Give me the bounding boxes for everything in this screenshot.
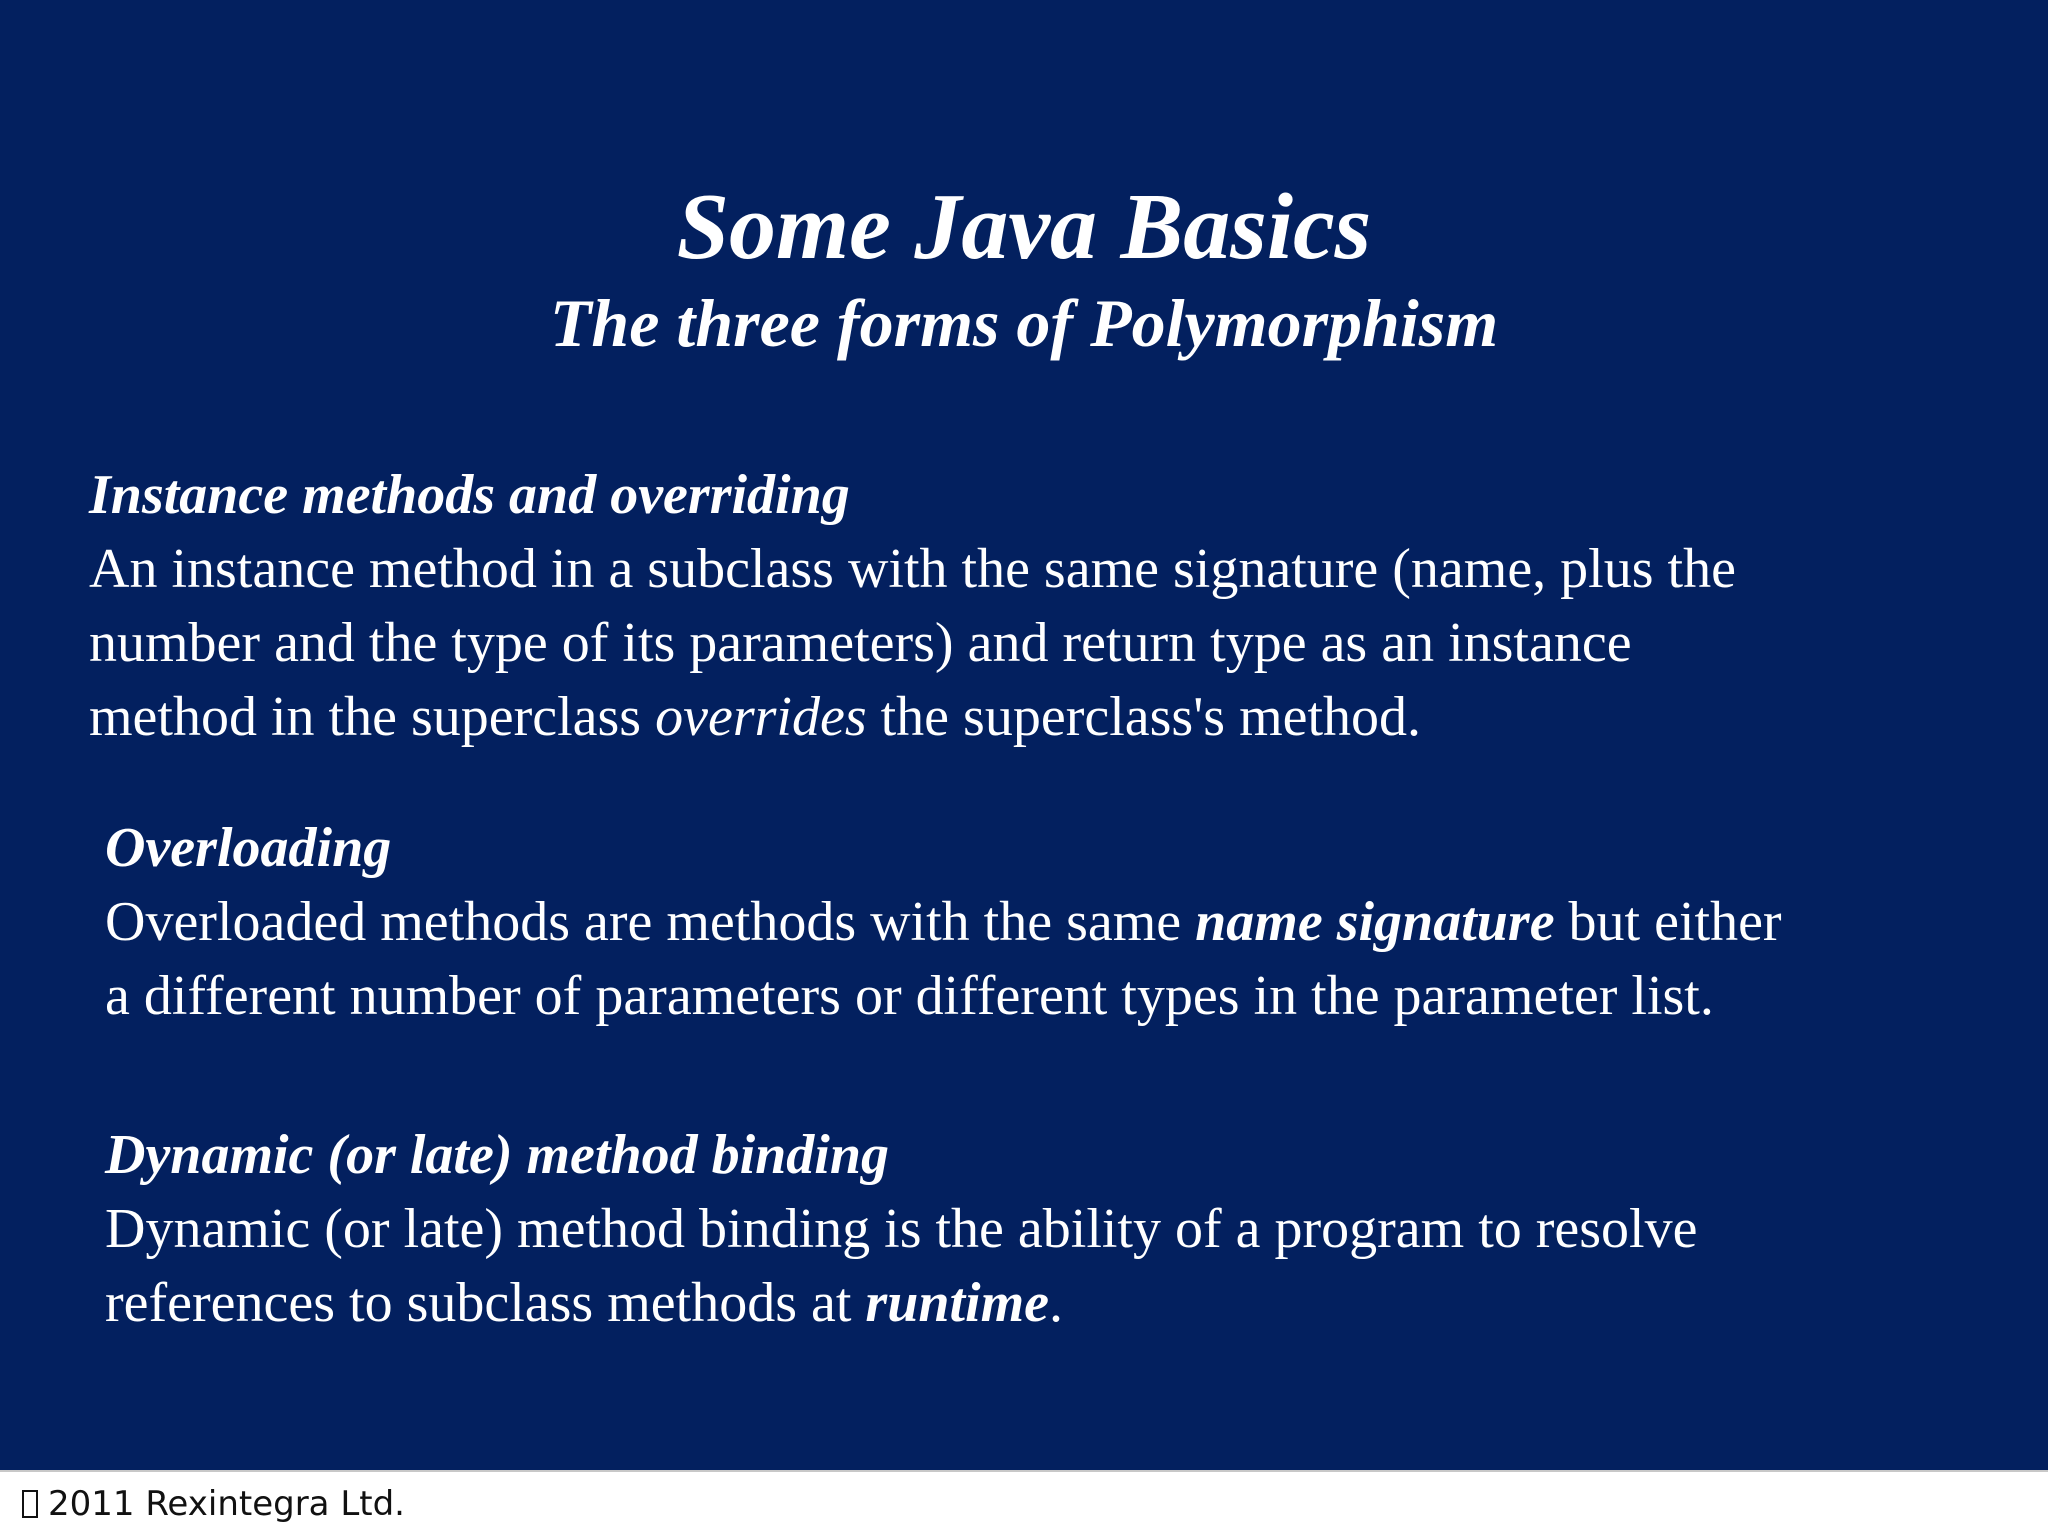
slide-subtitle: The three forms of Polymorphism [549, 285, 1499, 361]
body-text: the superclass's method. [866, 686, 1422, 748]
body-text: An instance method in a subclass with the same signature (name, plus the [89, 538, 1736, 600]
body-text: but either [1554, 891, 1782, 953]
emphasis-overrides: overrides [655, 686, 867, 748]
section-heading: Instance methods and overriding [89, 464, 850, 526]
emphasis-runtime: runtime [865, 1272, 1050, 1334]
body-text: Dynamic (or late) method binding is the ability of a program to resolve [105, 1198, 1698, 1260]
section-overloading [105, 811, 1782, 1033]
body-line [105, 885, 1782, 959]
copyright-notice [22, 1482, 405, 1526]
body-text: method in the superclass [89, 686, 656, 748]
section-overriding [89, 458, 1736, 754]
body-line [89, 680, 1736, 754]
section-dynamic-binding [105, 1118, 1697, 1340]
copyright-text: 2011 Rexintegra Ltd. [48, 1484, 405, 1524]
body-line [105, 1192, 1697, 1266]
slide-title: Some Java Basics [676, 175, 1372, 279]
body-line [105, 959, 1782, 1033]
section-heading: Dynamic (or late) method binding [105, 1124, 889, 1186]
body-text: references to subclass methods at [105, 1272, 866, 1334]
body-line [89, 532, 1736, 606]
footer-bar [0, 1470, 2048, 1536]
body-text: number and the type of its parameters) and return type as an instance [89, 612, 1632, 674]
body-text: a different number of parameters or different types in the parameter list. [105, 965, 1714, 1027]
section-heading: Overloading [105, 817, 392, 879]
body-text: Overloaded methods are methods with the same [105, 891, 1196, 953]
body-line [89, 606, 1736, 680]
missing-glyph-box-icon [22, 1490, 38, 1518]
emphasis-name-signature: name signature [1195, 891, 1555, 953]
body-line [105, 1266, 1697, 1340]
body-text: . [1049, 1272, 1064, 1334]
